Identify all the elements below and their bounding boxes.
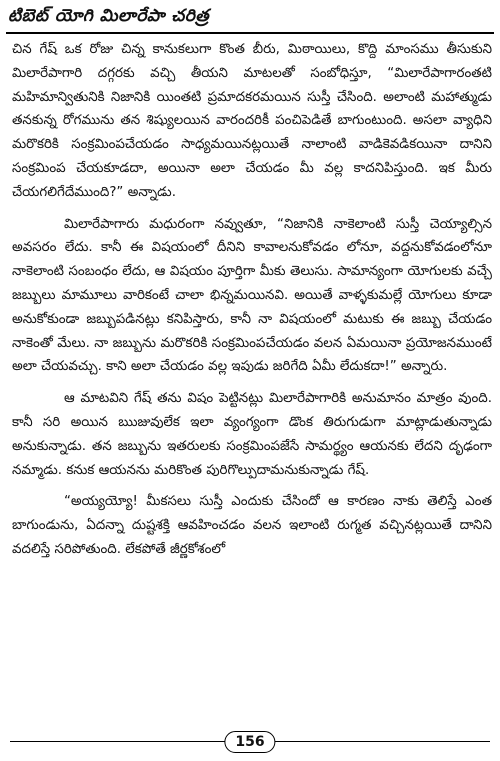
paragraph: మిలారేపాగారు మధురంగా నవ్వుతూ, “నిజానికి నాకెలాంటి సుస్తీ చెయ్యాల్సిన అవసరం లేదు. కానీ ఈ విషయంలో దీనిని కావాలనుకోవడం లోనూ, వద్దనుకోవడంలోనూ నాకెలాంటి సంబంధం లేదు, ఆ విషయం పూర్తిగా మీకు తెలుసు. సామాన్యంగా యోగులకు వచ్చే జబ్బులు మామూలు వారికంటే చాలా భిన్నమయినవి. అయితే వాళ్ళకుమల్లే యోగులు కూడా అనుకోకుండా జబ్బుపడినట్లు కనిపిస్తారు, కానీ నా విషయంలో మటుకు ఈ జబ్బు చేయడం నాకెంతో మేలు. నా జబ్బును మరొకరికి సంక్రమింపచేయడం వలన ఏమయినా ప్రయోజనముంటే అలా చేయవచ్చు. కాని అలా చేయడం వల్ల ఇపుడు జరిగేది ఏమీ లేదుకదా!” అన్నారు. bbox=[12, 216, 492, 375]
paragraph: “అయ్యయ్యో! మీకసలు సుస్తీ ఎందుకు చేసిందో ఆ కారణం నాకు తెలిస్తే ఎంత బాగుండును, ఏదన్నా దుష్టశక్తి ఆవహించడం వలన ఇలాంటి రుగ్మత వచ్చినట్లయితే దానిని వదలిస్తే సరిపోతుంది. లేకపోతే జీర్ణకోశంలో bbox=[12, 494, 492, 557]
paragraph: ఆ మాటవిని గేష్ తను విషం పెట్టినట్లు మిలారేపాగారికి అనుమానం మాత్రం వుంది. కానీ సరి అయిన ఋజువులేక ఇలా వ్యంగ్యంగా డొంక తిరుగుడుగా మాట్లాడుతున్నాడు అనుకున్నాడు. తన జబ్బును ఇతరులకు సంక్రమింపజేసే సామర్థ్యం ఆయనకు లేదని దృఢంగా నమ్మాడు. కనుక ఆయనను మరికొంత పురిగొల్పుదామనుకున్నాడు గేష్. bbox=[12, 391, 492, 478]
book-title: టిబెట్ యోగి మిలారేపా చరిత్ర bbox=[8, 6, 210, 26]
body-text bbox=[12, 38, 492, 562]
page-footer bbox=[0, 731, 500, 753]
paragraph: చిన గేష్ ఒక రోజు చిన్న కానుకలుగా కొంత బీరు, మిఠాయిలు, కొద్ది మాంసము తీసుకుని మిలారేపాగారి దగ్గరకు వచ్చి తీయని మాటలతో సంబోధిస్తూ, “మిలారేపాగారంతటి మహిమాన్వితునికి నిజానికి యింతటి ప్రమాదకరమయిన సుస్తీ చేసింది. అలాంటి మహాత్ముడు తనకున్న రోగమును తన శిష్యులయిన వారందరికీ పంచిపెడితే బాగుంటుంది. అసలా వ్యాధిని మరొకరికి సంక్రమింపచేయడం సాధ్యమయినట్లయితే నాలాంటి వాడికెవడికయినా దానిని సంక్రమింప చేయకూడదా, అయినా అలా చేయడం మీ వల్ల కాదనిపిస్తుంది. ఇక మీరు చేయగలిగేదేముంది?” అన్నాడు. bbox=[12, 42, 492, 200]
running-header bbox=[6, 4, 494, 34]
page-number: 156 bbox=[224, 731, 275, 753]
header-rule bbox=[6, 32, 494, 34]
